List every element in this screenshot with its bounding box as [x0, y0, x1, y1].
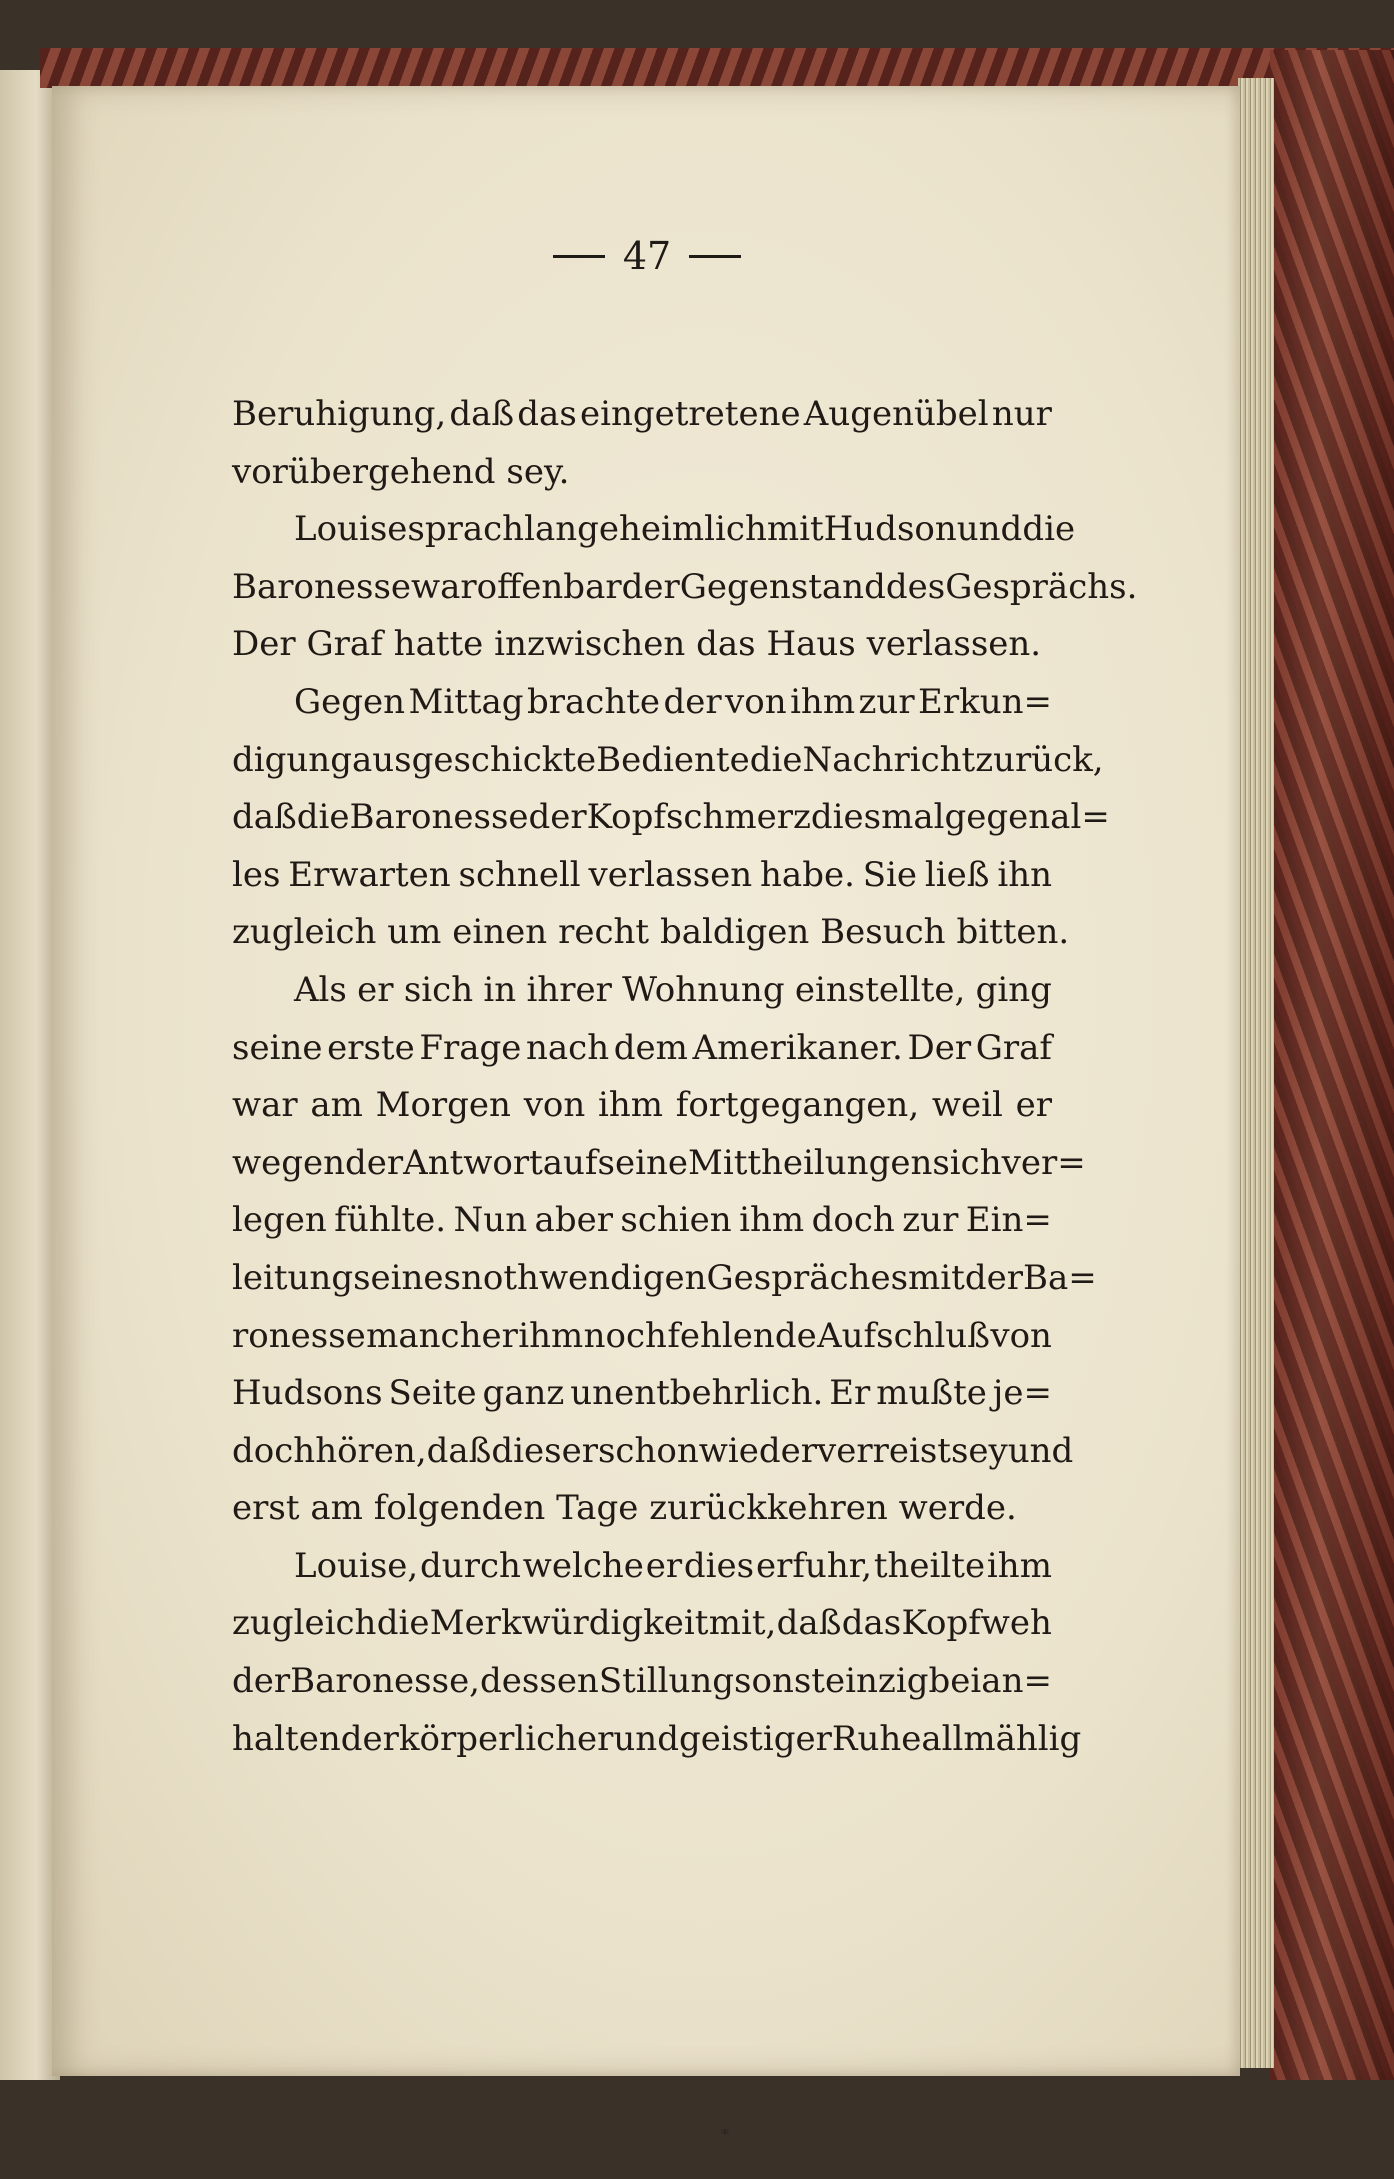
word: Wohnung: [622, 969, 785, 1010]
word: erfuhr,: [755, 1545, 873, 1586]
text-line: [232, 847, 1052, 905]
book-cover: [1270, 50, 1394, 2080]
word: gegen: [944, 797, 1051, 838]
word: Hudsons: [232, 1373, 383, 1414]
word: dessen: [480, 1661, 599, 1702]
word: sey: [950, 1430, 1008, 1471]
word: Der: [232, 624, 296, 665]
word: legen: [232, 1200, 327, 1241]
word: lange: [524, 509, 620, 550]
word: Gegen: [294, 681, 406, 722]
word: recht: [558, 912, 650, 953]
printer-mark: *: [721, 2125, 729, 2144]
text-line: [232, 1308, 1052, 1366]
body-text: [232, 386, 1138, 1768]
word: wegen: [232, 1142, 346, 1183]
word: ihm: [739, 1200, 805, 1241]
word: und: [956, 509, 1023, 550]
text-line: [232, 1595, 1052, 1653]
word: dieser: [491, 1430, 598, 1471]
word: Gespräches: [706, 1257, 909, 1298]
word: zur: [858, 681, 915, 722]
word: die: [749, 739, 803, 780]
word: das: [696, 624, 756, 665]
word: ihm: [518, 1315, 584, 1356]
word: seine: [597, 1142, 688, 1183]
word: und: [1007, 1430, 1074, 1471]
word: Morgen: [375, 1085, 511, 1126]
word: von: [523, 1085, 586, 1126]
word: Augenübel: [803, 394, 989, 434]
word: Gegenstand: [679, 566, 886, 607]
word: Mittheilungen: [688, 1142, 933, 1183]
word: eingetretene: [579, 394, 801, 434]
text-line: [232, 386, 1052, 444]
word: mit: [766, 509, 824, 550]
word: theilte: [873, 1545, 986, 1586]
word: nur: [991, 394, 1052, 434]
text-line: [232, 1365, 1052, 1423]
text-line: [232, 1077, 1052, 1135]
word: Baronesse: [349, 797, 529, 838]
word: Stillung: [598, 1661, 735, 1702]
word: Louise,: [294, 1545, 419, 1586]
word: einstellte,: [794, 969, 966, 1010]
word: seines: [353, 1257, 462, 1298]
word: al=: [1050, 797, 1110, 838]
page-number-dash-right: [689, 255, 741, 258]
word: Nachricht: [802, 739, 976, 780]
word: Erkun=: [918, 681, 1052, 722]
word: heimlich: [619, 509, 767, 550]
word: des: [885, 566, 946, 607]
word: der: [663, 681, 722, 722]
word: Sie: [862, 854, 918, 895]
word: diesmal: [810, 797, 945, 838]
word: Ba=: [1022, 1257, 1097, 1298]
word: schien: [620, 1200, 732, 1241]
word: haltender: [232, 1718, 399, 1759]
word: der: [964, 1257, 1023, 1298]
text-line: [232, 559, 1138, 617]
word: daß: [776, 1603, 842, 1644]
word: das: [841, 1603, 902, 1644]
word: dies: [683, 1545, 755, 1586]
word: Louise: [294, 509, 408, 550]
word: der: [621, 566, 680, 607]
word: die: [296, 797, 350, 838]
word: schon: [597, 1430, 699, 1471]
word: Bediente: [596, 739, 750, 780]
word: Frage: [419, 1027, 522, 1068]
word: inzwischen: [494, 624, 686, 665]
page-number-text: 47: [622, 234, 672, 278]
word: ganz: [482, 1373, 565, 1414]
word: die: [1022, 509, 1076, 550]
word: Antwort: [403, 1142, 543, 1183]
word: les: [232, 854, 281, 895]
word: habe.: [760, 854, 855, 895]
text-line: [232, 789, 1110, 847]
word: mußte: [876, 1373, 987, 1414]
word: erste: [327, 1027, 415, 1068]
word: schnell: [458, 854, 581, 895]
word: seine: [232, 1027, 323, 1068]
word: an=: [981, 1661, 1052, 1702]
book-page: [52, 86, 1240, 2144]
word: ging: [975, 969, 1052, 1010]
word: fühlte.: [334, 1200, 447, 1241]
word: noch: [583, 1315, 667, 1356]
word: zugleich: [232, 1603, 377, 1644]
word: daß: [426, 1430, 492, 1471]
word: zugleich: [232, 912, 377, 953]
word: war: [232, 1085, 298, 1126]
word: nach: [526, 1027, 610, 1068]
word: ihm: [986, 1545, 1052, 1586]
word: geistiger: [678, 1718, 832, 1759]
word: Tage: [556, 1488, 639, 1529]
word: Nun: [453, 1200, 528, 1241]
text-line: [232, 1480, 1052, 1538]
word: dem: [613, 1027, 688, 1068]
word: ließ: [924, 854, 990, 895]
word: von: [725, 681, 787, 722]
text-line: [232, 904, 1070, 962]
text-line: [232, 1538, 1052, 1596]
word: Kopfweh: [901, 1603, 1052, 1644]
word: das: [517, 394, 577, 434]
word: sprach: [407, 509, 525, 550]
word: brachte: [527, 681, 661, 722]
word: Als: [294, 969, 347, 1010]
word: folgenden: [373, 1488, 546, 1529]
word: daß: [449, 394, 515, 434]
word: zurückkehren: [649, 1488, 888, 1529]
word: mancher: [366, 1315, 518, 1356]
word: verlassen.: [866, 624, 1042, 665]
text-line: [232, 1711, 1082, 1769]
word: und: [613, 1718, 679, 1759]
word: ihm: [790, 681, 856, 722]
word: verlassen: [588, 854, 753, 895]
word: in: [483, 969, 517, 1010]
word: werde.: [898, 1488, 1017, 1529]
word: Graf: [975, 1027, 1052, 1068]
text-line: [232, 444, 1052, 502]
word: Amerikaner.: [692, 1027, 903, 1068]
word: ausgeschickte: [351, 739, 597, 780]
word: Er: [829, 1373, 871, 1414]
word: sich: [403, 969, 474, 1010]
word: Der: [907, 1027, 972, 1068]
word: ihrer: [526, 969, 612, 1010]
word: der: [528, 797, 587, 838]
word: der: [345, 1142, 404, 1183]
word: Seite: [388, 1373, 477, 1414]
word: Erwarten: [288, 854, 451, 895]
word: zur: [902, 1200, 959, 1241]
word: welche: [522, 1545, 644, 1586]
text-line: [232, 1653, 1052, 1711]
word: mit: [908, 1257, 965, 1298]
word: Hudson: [823, 509, 957, 550]
word: am: [310, 1488, 363, 1529]
word: nothwendigen: [461, 1257, 707, 1298]
word: ver=: [1001, 1142, 1086, 1183]
word: erst: [232, 1488, 300, 1529]
facing-page-edge: [0, 70, 60, 2080]
word: körperlicher: [398, 1718, 614, 1759]
word: sich: [932, 1142, 1002, 1183]
word: allmählig: [921, 1718, 1082, 1759]
word: Merkwürdigkeit: [429, 1603, 709, 1644]
word: ihm: [598, 1085, 664, 1126]
word: ihn: [997, 854, 1052, 895]
text-line: [232, 962, 1052, 1020]
text-line: [232, 1135, 1086, 1193]
word: bitten.: [956, 912, 1070, 953]
book-cover-top: [40, 48, 1394, 88]
word: der: [232, 1661, 291, 1702]
word: weil: [931, 1085, 1003, 1126]
text-line: [232, 674, 1052, 732]
word: leitung: [232, 1257, 354, 1298]
word: unentbehrlich.: [570, 1373, 824, 1414]
word: er: [1015, 1085, 1052, 1126]
word: aber: [534, 1200, 613, 1241]
word: fortgegangen,: [675, 1085, 920, 1126]
word: Haus: [766, 624, 856, 665]
word: doch: [811, 1200, 895, 1241]
text-line: [232, 732, 1104, 790]
text-line: [232, 501, 1076, 559]
word: Baronesse,: [290, 1661, 480, 1702]
word: Mittag: [408, 681, 524, 722]
text-line: [232, 1250, 1097, 1308]
word: Baronesse: [232, 566, 412, 607]
word: zurück,: [975, 739, 1104, 780]
text-line: [232, 1020, 1052, 1078]
word: bei: [928, 1661, 982, 1702]
word: verreist: [817, 1430, 951, 1471]
page-number: [512, 226, 782, 286]
word: hatte: [393, 624, 484, 665]
word: war: [411, 566, 477, 607]
word: einen: [452, 912, 548, 953]
word: er: [357, 969, 394, 1010]
page-stack-edges: [1238, 78, 1274, 2068]
text-line: [232, 1423, 1074, 1481]
word: offenbar: [476, 566, 622, 607]
word: je=: [992, 1373, 1052, 1414]
word: Gesprächs.: [945, 566, 1138, 607]
page-number-dash-left: [553, 255, 605, 258]
word: Besuch: [820, 912, 946, 953]
word: sey.: [506, 451, 570, 492]
word: vorübergehend: [232, 451, 496, 492]
word: mit,: [708, 1603, 777, 1644]
word: digung: [232, 739, 352, 780]
word: hören,: [315, 1430, 427, 1471]
word: um: [387, 912, 442, 953]
text-line: [232, 1192, 1052, 1250]
word: Ein=: [965, 1200, 1052, 1241]
word: die: [376, 1603, 430, 1644]
word: daß: [232, 797, 297, 838]
word: er: [645, 1545, 683, 1586]
word: ronesse: [232, 1315, 366, 1356]
word: von: [990, 1315, 1052, 1356]
word: Kopfschmerz: [586, 797, 811, 838]
word: am: [310, 1085, 363, 1126]
word: sonst: [734, 1661, 825, 1702]
word: Ruhe: [831, 1718, 922, 1759]
word: einzig: [825, 1661, 929, 1702]
word: doch: [232, 1430, 316, 1471]
word: baldigen: [659, 912, 810, 953]
word: fehlende: [667, 1315, 817, 1356]
word: durch: [420, 1545, 521, 1586]
word: Graf: [306, 624, 383, 665]
word: Aufschluß: [817, 1315, 990, 1356]
word: auf: [542, 1142, 598, 1183]
text-line: [232, 616, 1052, 674]
word: wieder: [698, 1430, 817, 1471]
word: Beruhigung,: [232, 394, 447, 434]
